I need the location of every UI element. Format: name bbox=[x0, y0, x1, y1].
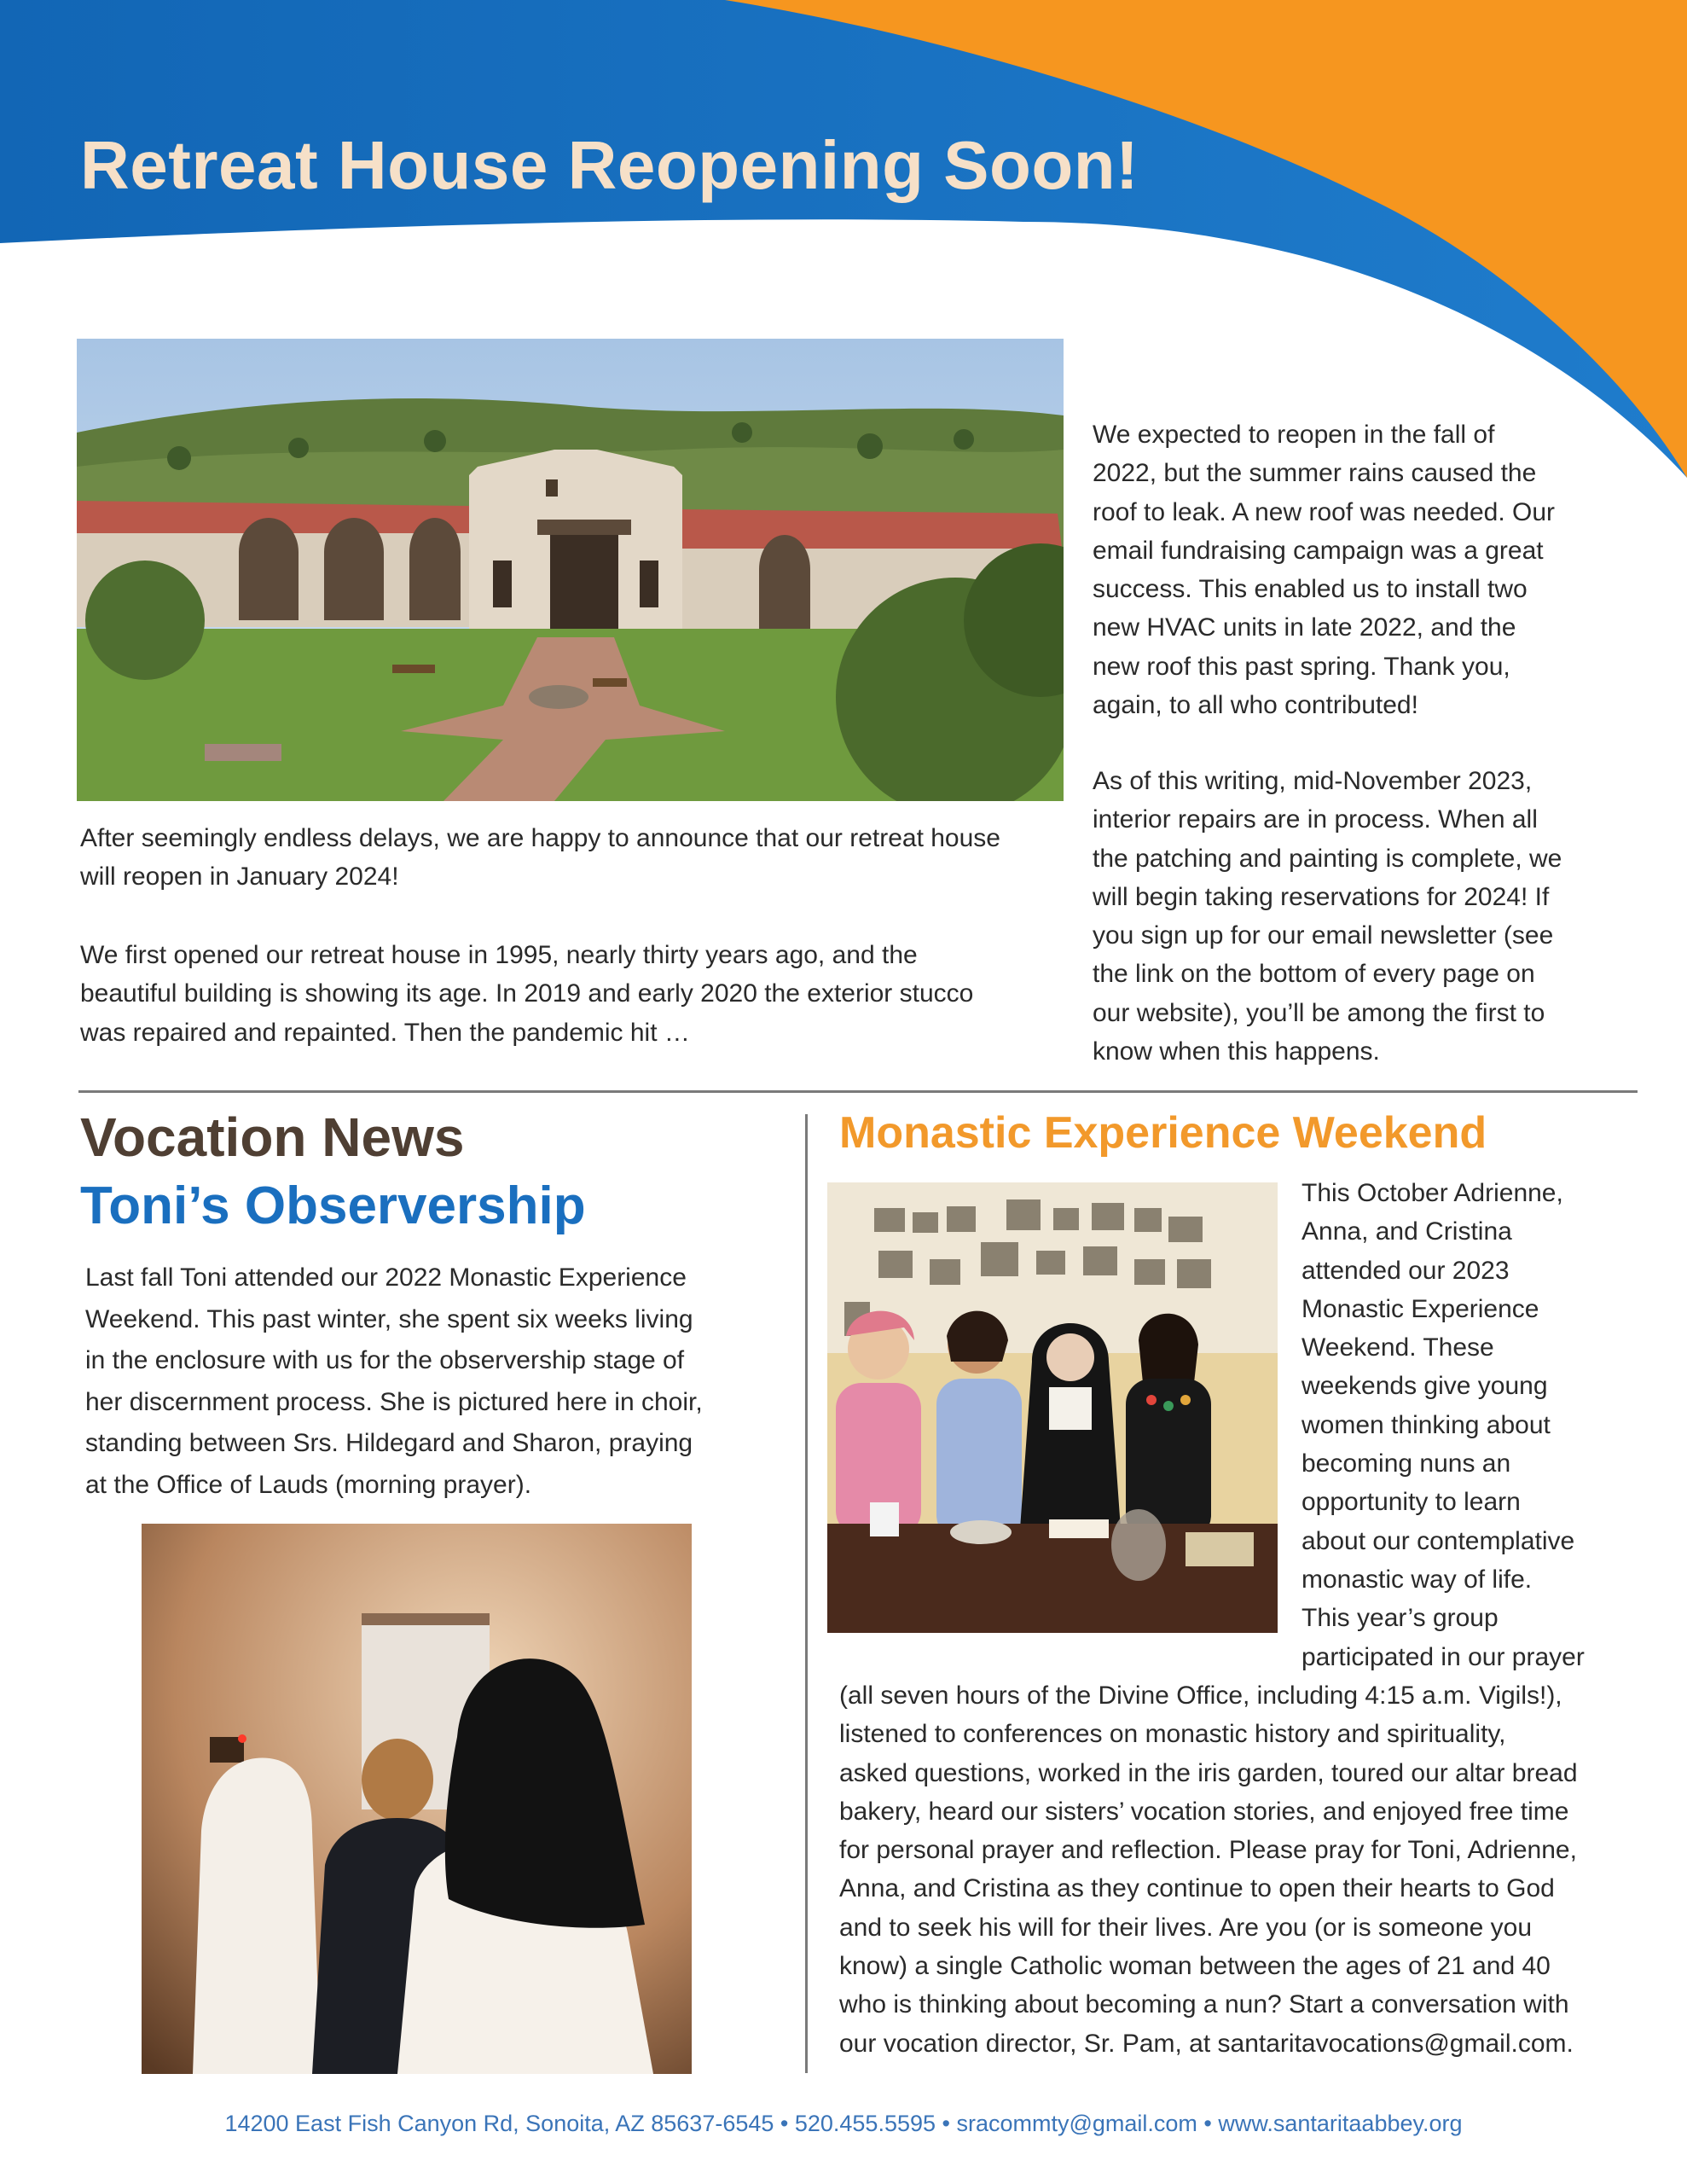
text-line: was repaired and repainted. Then the pandemic hit … bbox=[80, 1018, 690, 1047]
retreat-roof-paragraph bbox=[1093, 415, 1655, 724]
text-line: beautiful building is showing its age. In 2019 and early 2020 the exterior stucco bbox=[80, 979, 974, 1008]
text-line: for personal prayer and reflection. Please pray for Toni, Adrienne, bbox=[839, 1836, 1577, 1865]
text-line: Anna, and Cristina as they continue to open their hearts to God bbox=[839, 1874, 1555, 1903]
choir-illustration bbox=[142, 1524, 692, 2074]
observership-body bbox=[85, 1258, 785, 1506]
text-line: know when this happens. bbox=[1093, 1037, 1380, 1066]
vocation-news-heading: Vocation News bbox=[80, 1107, 465, 1168]
text-line: and to seek his will for their lives. Are you (or is someone you bbox=[839, 1913, 1533, 1942]
monastic-full-text bbox=[839, 1676, 1667, 2063]
text-line: will reopen in January 2024! bbox=[80, 863, 399, 892]
text-line: standing between Srs. Hildegard and Sharon, praying bbox=[85, 1429, 693, 1457]
text-line: As of this writing, mid-November 2023, bbox=[1093, 767, 1533, 795]
text-line: asked questions, worked in the iris garden, toured our altar bread bbox=[839, 1758, 1578, 1787]
text-line: After seemingly endless delays, we are happy to announce that our retreat house bbox=[80, 824, 1000, 852]
text-line: (all seven hours of the Divine Office, including 4:15 a.m. Vigils!), bbox=[839, 1682, 1562, 1710]
text-line: becoming nuns an bbox=[1301, 1449, 1511, 1478]
text-line: We expected to reopen in the fall of bbox=[1093, 421, 1495, 449]
text-line: Weekend. These bbox=[1301, 1333, 1494, 1362]
text-line: our vocation director, Sr. Pam, at santaritavocations@gmail.com. bbox=[839, 2029, 1574, 2058]
section-divider bbox=[78, 1090, 1638, 1093]
column-divider bbox=[805, 1114, 808, 2073]
text-line: about our contemplative bbox=[1301, 1526, 1575, 1555]
text-line: will begin taking reservations for 2024! If bbox=[1093, 882, 1550, 911]
text-line: in the enclosure with us for the observership stage of bbox=[85, 1346, 685, 1374]
retreat-repairs-paragraph bbox=[1093, 762, 1655, 1071]
text-line: the link on the bottom of every page on bbox=[1093, 960, 1535, 989]
monastic-side-text bbox=[1301, 1174, 1668, 1676]
text-line: know) a single Catholic woman between the ages of 21 and 40 bbox=[839, 1952, 1551, 1981]
text-line: again, to all who contributed! bbox=[1093, 691, 1418, 720]
text-line: participated in our prayer bbox=[1301, 1642, 1585, 1671]
text-line: Anna, and Cristina bbox=[1301, 1217, 1512, 1246]
text-line: 2022, but the summer rains caused the bbox=[1093, 459, 1537, 488]
text-line: listened to conferences on monastic history and spirituality, bbox=[839, 1720, 1506, 1749]
text-line: This October Adrienne, bbox=[1301, 1179, 1563, 1207]
text-line: Monastic Experience bbox=[1301, 1294, 1539, 1323]
monastic-weekend-heading: Monastic Experience Weekend bbox=[839, 1108, 1487, 1158]
footer-contact: 14200 East Fish Canyon Rd, Sonoita, AZ 85637-6545 • 520.455.5595 • sracommty@gmail.com • www.santaritaabbey.org bbox=[224, 2111, 1463, 2136]
text-line: weekends give young bbox=[1301, 1372, 1548, 1401]
text-line: who is thinking about becoming a nun? Start a conversation with bbox=[839, 1990, 1569, 2019]
text-line: opportunity to learn bbox=[1301, 1488, 1521, 1517]
text-line: you sign up for our email newsletter (see bbox=[1093, 921, 1554, 950]
retreat-history bbox=[80, 936, 1070, 1052]
text-line: her discernment process. She is pictured here in choir, bbox=[85, 1387, 703, 1416]
text-line: new roof this past spring. Thank you, bbox=[1093, 652, 1510, 681]
group-illustration bbox=[827, 1182, 1278, 1633]
group-photo bbox=[827, 1182, 1278, 1633]
page-title: Retreat House Reopening Soon! bbox=[80, 127, 1139, 203]
text-line: the patching and painting is complete, we bbox=[1093, 844, 1562, 873]
text-line: success. This enabled us to install two bbox=[1093, 575, 1528, 604]
text-line: at the Office of Lauds (morning prayer). bbox=[85, 1470, 532, 1499]
retreat-house-illustration bbox=[77, 339, 1064, 801]
text-line: email fundraising campaign was a great bbox=[1093, 536, 1544, 565]
text-line: interior repairs are in process. When all bbox=[1093, 805, 1538, 834]
retreat-house-photo bbox=[77, 339, 1064, 801]
text-line: Weekend. This past winter, she spent six weeks living bbox=[85, 1304, 693, 1333]
choir-photo bbox=[142, 1524, 692, 2074]
text-line: bakery, heard our sisters’ vocation stories, and enjoyed free time bbox=[839, 1797, 1569, 1826]
text-line: women thinking about bbox=[1301, 1410, 1551, 1439]
text-line: attended our 2023 bbox=[1301, 1256, 1510, 1285]
text-line: Last fall Toni attended our 2022 Monastic Experience bbox=[85, 1263, 687, 1292]
text-line: new HVAC units in late 2022, and the bbox=[1093, 613, 1516, 642]
text-line: We first opened our retreat house in 1995, nearly thirty years ago, and the bbox=[80, 941, 918, 969]
text-line: This year’s group bbox=[1301, 1604, 1499, 1633]
retreat-intro bbox=[80, 819, 1070, 897]
text-line: monastic way of life. bbox=[1301, 1565, 1533, 1594]
text-line: our website), you’ll be among the first to bbox=[1093, 998, 1545, 1027]
observership-heading: Toni’s Observership bbox=[80, 1176, 586, 1235]
text-line: roof to leak. A new roof was needed. Our bbox=[1093, 497, 1555, 526]
